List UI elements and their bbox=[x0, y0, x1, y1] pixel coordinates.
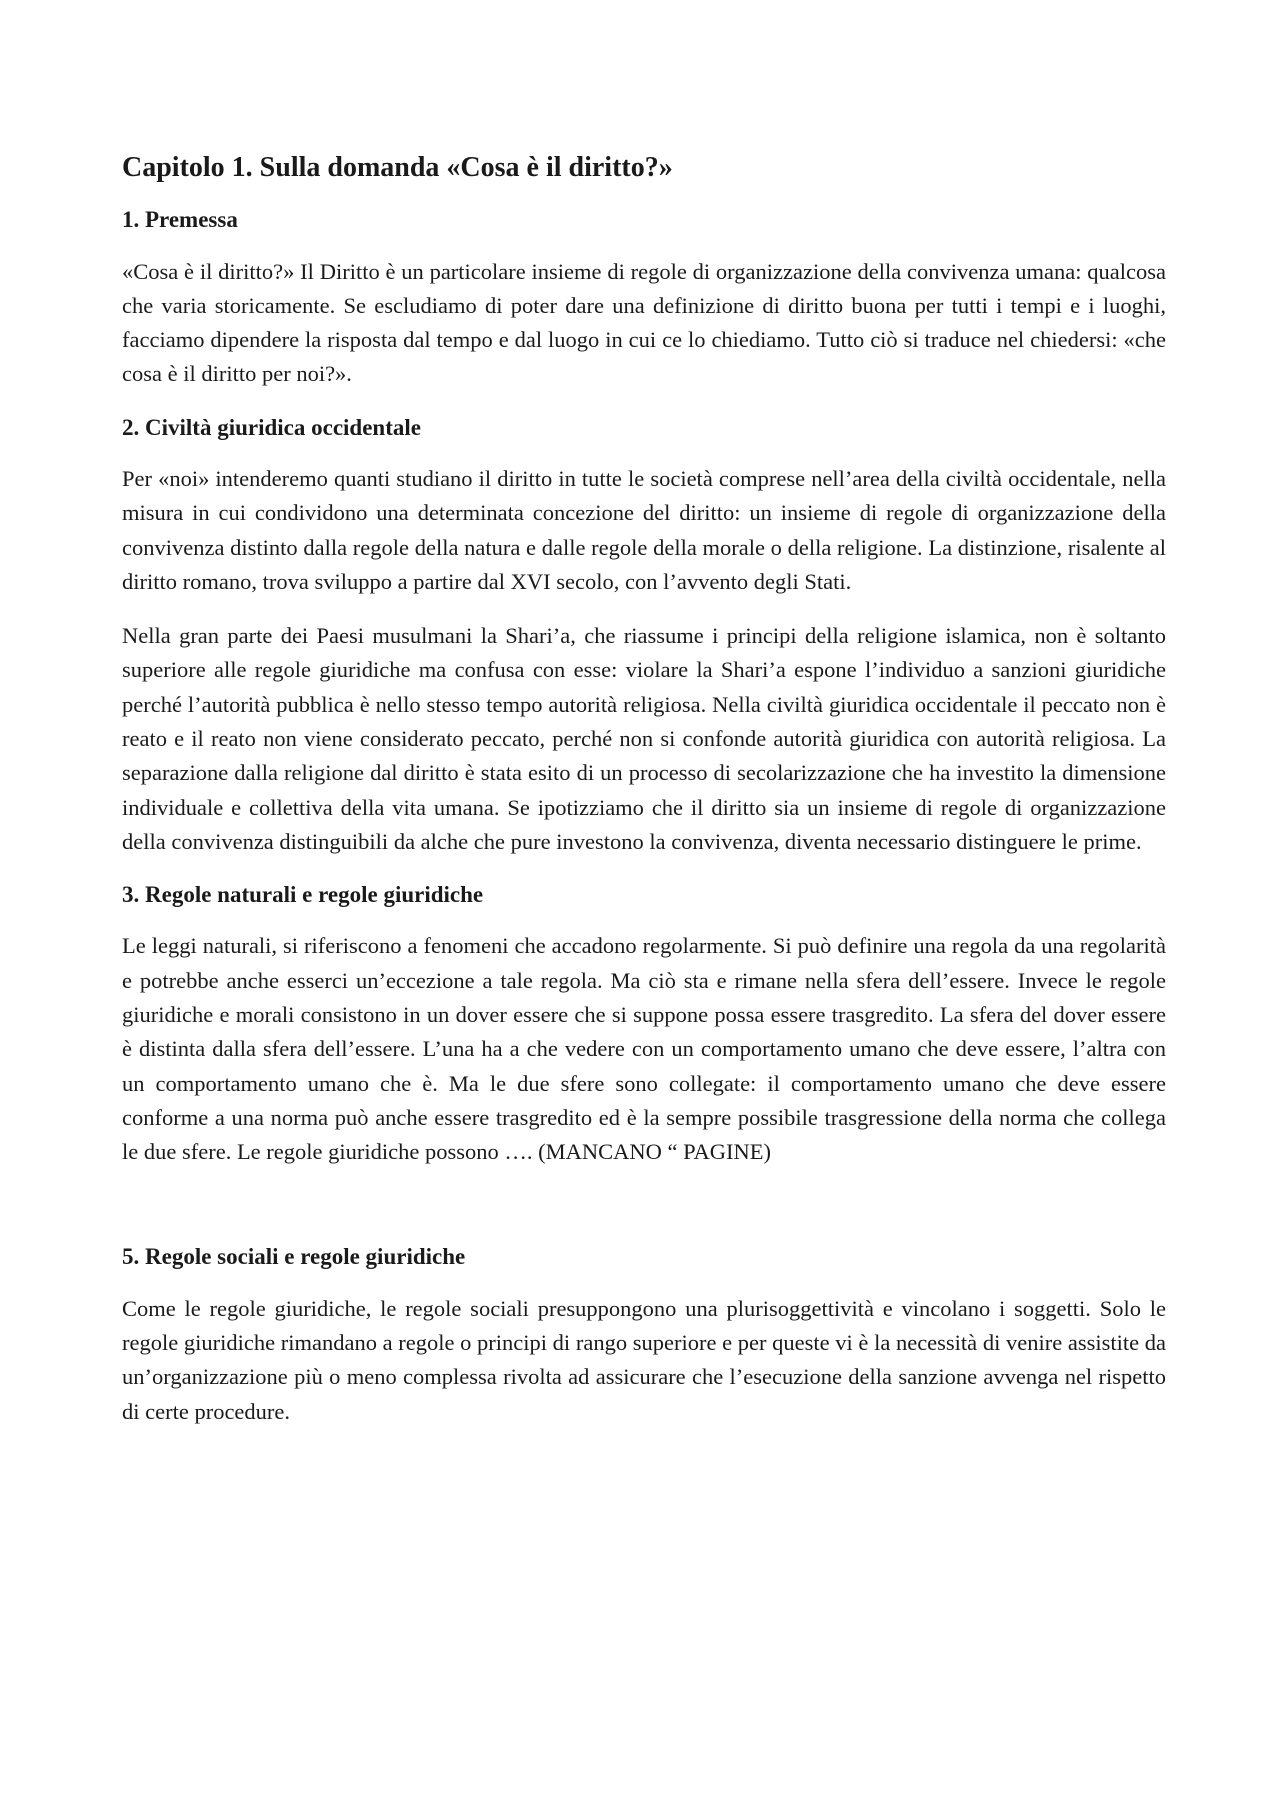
section-premessa bbox=[122, 204, 1166, 391]
section-civilta-giuridica bbox=[122, 412, 1166, 859]
paragraph: Nella gran parte dei Paesi musulmani la Shari’a, che riassume i principi della religione islamica, non è soltanto superiore alle regole giuridiche ma confusa con esse: violare la Shari’a espone l’individuo a sanzioni giuridiche perché l’autorità pubblica è nello stesso tempo autorità religiosa. Nella civiltà giuridica occidentale il peccato non è reato e il reato non viene considerato peccato, perché non si confonde autorità giuridica con autorità religiosa. La separazione dalla religione dal diritto è stata esito di un processo di secolarizzazione che ha investito la dimensione individuale e collettiva della vita umana. Se ipotizziamo che il diritto sia un insieme di regole di organizzazione della convivenza distinguibili da alche che pure investono la convivenza, diventa necessario distinguere le prime. bbox=[122, 623, 1166, 854]
section-heading: 3. Regole naturali e regole giuridiche bbox=[122, 882, 484, 908]
section-regole-naturali bbox=[122, 879, 1166, 1169]
section-gap bbox=[122, 1189, 1166, 1241]
section-regole-sociali bbox=[122, 1241, 1166, 1428]
paragraph: Per «noi» intenderemo quanti studiano il diritto in tutte le società comprese nell’area della civiltà occidentale, nella misura in cui condividono una determinata concezione del diritto: un insieme di regole di organizzazione della convivenza distinto dalla regole della natura e dalle regole della morale o della religione. La distinzione, risalente al diritto romano, trova sviluppo a partire dal XVI secolo, con l’avvento degli Stati. bbox=[122, 465, 1166, 594]
document-page bbox=[122, 150, 1166, 1449]
chapter-title: Capitolo 1. Sulla domanda «Cosa è il diritto?» bbox=[122, 152, 673, 183]
section-heading: 1. Premessa bbox=[122, 207, 238, 233]
paragraph: «Cosa è il diritto?» Il Diritto è un particolare insieme di regole di organizzazione della convivenza umana: qualcosa che varia storicamente. Se escludiamo di poter dare una definizione di diritto buona per tutti i tempi e i luoghi, facciamo dipendere la risposta dal tempo e dal luogo in cui ce lo chiediamo. Tutto ciò si traduce nel chiedersi: «che cosa è il diritto per noi?». bbox=[122, 258, 1166, 387]
paragraph: Le leggi naturali, si riferiscono a fenomeni che accadono regolarmente. Si può definire una regola da una regolarità e potrebbe anche esserci un’eccezione a tale regola. Ma ciò sta e rimane nella sfera dell’essere. Invece le regole giuridiche e morali consistono in un dover essere che si suppone possa essere trasgredito. La sfera del dover essere è distinta dalla sfera dell’essere. L’una ha a che vedere con un comportamento umano che deve essere, l’altra con un comportamento umano che è. Ma le due sfere sono collegate: il comportamento umano che deve essere conforme a una norma può anche essere trasgredito ed è la sempre possibile trasgressione della norma che collega le due sfere. Le regole giuridiche possono …. (MANCANO “ PAGINE) bbox=[122, 933, 1166, 1165]
section-heading: 5. Regole sociali e regole giuridiche bbox=[122, 1244, 466, 1270]
paragraph: Come le regole giuridiche, le regole sociali presuppongono una plurisoggettività e vincolano i soggetti. Solo le regole giuridiche rimandano a regole o principi di rango superiore e per queste vi è la necessità di venire assistite da un’organizzazione più o meno complessa rivolta ad assicurare che l’esecuzione della sanzione avvenga nel rispetto di certe procedure. bbox=[122, 1295, 1166, 1424]
section-heading: 2. Civiltà giuridica occidentale bbox=[122, 414, 421, 440]
